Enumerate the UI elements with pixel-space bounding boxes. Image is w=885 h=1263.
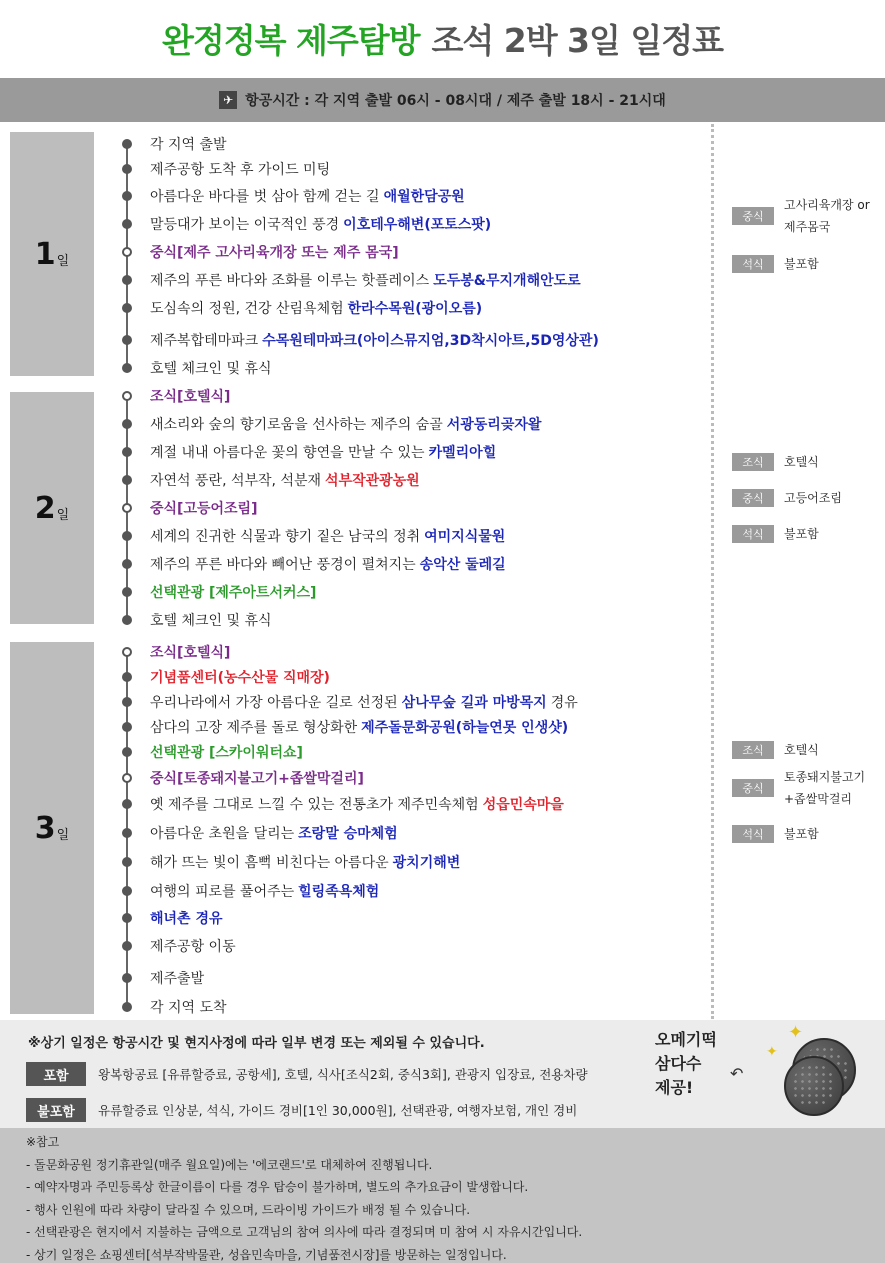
meal-badge: 조식 [732, 741, 774, 759]
item-highlight: 석부작관광농원 [325, 473, 420, 489]
day-number: 3 [34, 810, 56, 846]
item-text: 호텔 체크인 및 휴식 [150, 361, 272, 377]
meal-badge: 조식 [732, 453, 774, 471]
item-text: 제주공항 도착 후 가이드 미팅 [150, 162, 331, 178]
itinerary-item [120, 640, 230, 664]
meal-info [732, 766, 865, 810]
itinerary-item [120, 934, 236, 958]
timeline-dot [122, 164, 132, 174]
item-text: 아름다운 바다를 벗 삼아 함께 걷는 길 [150, 189, 380, 205]
itinerary-item [120, 995, 227, 1019]
itinerary-item [120, 552, 506, 576]
item-text: 제주공항 이동 [150, 939, 236, 955]
timeline-dot [122, 857, 132, 867]
item-text: 호텔 체크인 및 휴식 [150, 613, 272, 629]
item-highlight: 기념품센터(농수산물 직매장) [150, 670, 330, 686]
flight-time-bar [0, 78, 885, 122]
timeline-dot [122, 941, 132, 951]
item-suffix: 경유 [550, 695, 578, 711]
itinerary-item [120, 328, 599, 352]
itinerary-item [120, 821, 398, 845]
item-highlight: 카멜리아힐 [428, 445, 497, 461]
day-suffix: 일 [56, 827, 70, 843]
timeline-dot [122, 615, 132, 625]
item-text: 제주복합테마파크 [150, 333, 259, 349]
promo-line: 오메기떡 [655, 1030, 717, 1049]
item-highlight: 조랑말 승마체험 [298, 826, 398, 842]
itinerary-item [120, 608, 272, 632]
meal-info [732, 253, 819, 275]
meal-info [732, 487, 842, 509]
item-text: 말등대가 보이는 이국적인 풍경 [150, 217, 340, 233]
item-highlight: 이호테우해변(포토스팟) [343, 217, 492, 233]
itinerary-item [120, 440, 496, 464]
timeline-dot [122, 363, 132, 373]
notes-heading: ※참고 [26, 1135, 60, 1149]
itinerary-item [120, 580, 316, 604]
timeline-dot [122, 747, 132, 757]
item-highlight: 서광동리곶자왈 [446, 417, 542, 433]
meal-info [732, 194, 870, 238]
title-green: 완정정복 제주탐방 [161, 20, 420, 60]
meal-value: 토종돼지불고기 +좁쌀막걸리 [784, 770, 866, 806]
itinerary-item [120, 879, 379, 903]
item-text: 도심속의 정원, 건강 산림욕체험 [150, 301, 344, 317]
note-line: - 돌문화공원 정기휴관일(매주 월요일)에는 '에코랜드'로 대체하여 진행됩니다. [26, 1157, 433, 1172]
item-text: 삼다의 고장 제주를 돌로 형상화한 [150, 720, 358, 736]
item-text: 제주출발 [150, 971, 205, 987]
notes-section [0, 1128, 885, 1263]
timeline-dot [122, 913, 132, 923]
timeline-dot [122, 722, 132, 732]
timeline-dot [122, 828, 132, 838]
excluded-label: 불포함 [26, 1098, 86, 1122]
itinerary-item [120, 496, 257, 520]
item-text: 계절 내내 아름다운 꽃의 향연을 만날 수 있는 [150, 445, 425, 461]
timeline-dot [122, 672, 132, 682]
item-text: 옛 제주를 그대로 느낄 수 있는 전통초가 제주민속체험 [150, 797, 479, 813]
item-highlight: 제주돌문화공원(하늘연못 인생샷) [361, 720, 569, 736]
flight-time-text: 항공시간 : 각 지역 출발 06시 - 08시대 / 제주 출발 18시 - 21시대 [245, 93, 666, 109]
timeline-dot [122, 303, 132, 313]
note-line: - 상기 일정은 쇼핑센터[석부작박물관, 성읍민속마을, 기념품전시장]를 방문하는 일정입니다. [26, 1247, 507, 1262]
item-highlight: 중식[토종돼지불고기+좁쌀막걸리] [150, 771, 364, 787]
timeline-dot [122, 391, 132, 401]
curved-arrow-icon: ↶ [730, 1064, 744, 1083]
item-text: 제주의 푸른 바다와 빼어난 풍경이 펼쳐지는 [150, 557, 416, 573]
item-highlight: 애월한담공원 [383, 189, 465, 205]
item-text: 제주의 푸른 바다와 조화를 이루는 핫플레이스 [150, 273, 430, 289]
promo-line: 삼다수 [655, 1054, 702, 1073]
sparkle-icon: ✦ [788, 1022, 804, 1043]
sparkle-icon: ✦ [766, 1044, 778, 1060]
itinerary-item [120, 740, 303, 764]
timeline-dot [122, 1002, 132, 1012]
meal-badge: 석식 [732, 525, 774, 543]
item-text: 아름다운 초원을 달리는 [150, 826, 295, 842]
item-highlight: 여미지식물원 [424, 529, 506, 545]
timeline-dot [122, 886, 132, 896]
excluded-row [26, 1098, 577, 1122]
meal-badge: 석식 [732, 255, 774, 273]
item-highlight: 조식[호텔식] [150, 645, 231, 661]
included-row [26, 1062, 588, 1086]
item-text: 해가 뜨는 빛이 흠뻑 비친다는 아름다운 [150, 855, 389, 871]
meal-value: 불포함 [784, 827, 819, 841]
itinerary-item [120, 850, 460, 874]
included-value: 왕복항공료 [유류할증료, 공항세], 호텔, 식사[조식2회, 중식3회], 관광지 입장료, 전용차량 [98, 1067, 588, 1082]
meal-value: 고사리육개장 or 제주몸국 [784, 198, 870, 234]
timeline-dot [122, 335, 132, 345]
timeline-dot [122, 447, 132, 457]
meal-value: 호텔식 [784, 455, 819, 469]
item-highlight: 송악산 둘레길 [419, 557, 506, 573]
item-highlight: 선택관광 [제주아트서커스] [150, 585, 317, 601]
meal-info [732, 523, 819, 545]
itinerary-item [120, 356, 272, 380]
info-area [0, 1020, 885, 1128]
day-number: 2 [34, 490, 56, 526]
timeline-dot [122, 419, 132, 429]
day-label [10, 132, 94, 376]
timeline-dot [122, 799, 132, 809]
item-highlight: 선택관광 [스카이워터쇼] [150, 745, 303, 761]
column-divider [711, 124, 714, 1019]
timeline-dot [122, 247, 132, 257]
itinerary-item [120, 524, 505, 548]
timeline-dot [122, 531, 132, 541]
meal-badge: 중식 [732, 489, 774, 507]
timeline-dot [122, 191, 132, 201]
timeline-dot [122, 647, 132, 657]
item-highlight: 성읍민속마을 [482, 797, 564, 813]
itinerary-item [120, 157, 330, 181]
timeline-dot [122, 587, 132, 597]
item-text: 세계의 진귀한 식물과 향기 짙은 남국의 정취 [150, 529, 421, 545]
day-label [10, 642, 94, 1014]
item-text: 각 지역 출발 [150, 137, 227, 153]
omegi-rice-cake-icon [784, 1056, 844, 1116]
item-highlight: 광치기해변 [392, 855, 461, 871]
meal-badge: 중식 [732, 207, 774, 225]
meal-info [732, 739, 819, 761]
note-line: - 예약자명과 주민등록상 한글이름이 다를 경우 탑승이 불가하며, 별도의 추가요금이 발생합니다. [26, 1180, 529, 1194]
page-title [0, 0, 885, 76]
item-text: 각 지역 도착 [150, 1000, 227, 1016]
itinerary-item [120, 296, 482, 320]
meal-value: 호텔식 [784, 743, 819, 757]
timeline-dot [122, 139, 132, 149]
day-suffix: 일 [56, 507, 70, 523]
itinerary-item [120, 966, 204, 990]
promo-line: 제공! [655, 1078, 694, 1097]
notice-text: ※상기 일정은 항공시간 및 현지사정에 따라 일부 변경 또는 제외될 수 있습니다. [28, 1036, 485, 1051]
itinerary-item [120, 240, 399, 264]
timeline-dot [122, 773, 132, 783]
meal-value: 불포함 [784, 527, 819, 541]
item-text: 새소리와 숲의 향기로움을 선사하는 제주의 숨골 [150, 417, 443, 433]
day-label [10, 392, 94, 624]
airplane-icon: ✈ [219, 91, 237, 109]
meal-badge: 석식 [732, 825, 774, 843]
itinerary-item [120, 132, 227, 156]
meal-value: 불포함 [784, 257, 819, 271]
itinerary-item [120, 766, 364, 790]
promo-text [655, 1028, 717, 1100]
itinerary-item [120, 715, 568, 739]
item-highlight: 조식[호텔식] [150, 389, 231, 405]
timeline-dot [122, 219, 132, 229]
meal-info [732, 823, 819, 845]
included-label: 포함 [26, 1062, 86, 1086]
item-text: 여행의 피로를 풀어주는 [150, 884, 295, 900]
item-highlight: 해녀촌 경유 [150, 911, 223, 927]
excluded-value: 유류할증료 인상분, 석식, 가이드 경비[1인 30,000원], 선택관광, 여행자보험, 개인 경비 [98, 1103, 578, 1118]
item-highlight: 도두봉&무지개해안도로 [433, 273, 581, 289]
meal-info [732, 451, 819, 473]
itinerary-item [120, 906, 223, 930]
item-highlight: 수목원테마파크(아이스뮤지엄,3D착시아트,5D영상관) [262, 333, 599, 349]
timeline-dot [122, 559, 132, 569]
day-suffix: 일 [56, 253, 70, 269]
itinerary-item [120, 212, 491, 236]
timeline-dot [122, 503, 132, 513]
item-text: 자연석 풍란, 석부작, 석분재 [150, 473, 322, 489]
item-highlight: 중식[고등어조림] [150, 501, 258, 517]
item-highlight: 삼나무숲 길과 마방목지 [401, 695, 547, 711]
itinerary-item [120, 384, 230, 408]
note-line: - 선택관광은 현지에서 지불하는 금액으로 고객님의 참여 의사에 따라 결정되며 미 참여 시 자유시간입니다. [26, 1225, 583, 1239]
note-line: - 행사 인원에 따라 차량이 달라질 수 있으며, 드라이빙 가이드가 배정 될 수 있습니다. [26, 1202, 471, 1217]
meal-badge: 중식 [732, 779, 774, 797]
itinerary-item [120, 690, 578, 714]
item-highlight: 중식[제주 고사리육개장 또는 제주 몸국] [150, 245, 399, 261]
item-highlight: 힐링족욕체험 [298, 884, 380, 900]
itinerary-item [120, 665, 330, 689]
timeline-dot [122, 973, 132, 983]
itinerary-item [120, 412, 541, 436]
itinerary-item [120, 268, 581, 292]
timeline-dot [122, 697, 132, 707]
meal-value: 고등어조림 [784, 491, 842, 505]
item-highlight: 한라수목원(광이오름) [347, 301, 483, 317]
timeline-dot [122, 475, 132, 485]
itinerary-item [120, 468, 420, 492]
title-gray: 조석 2박 3일 일정표 [431, 20, 724, 60]
itinerary-item [120, 792, 564, 816]
timeline-dot [122, 275, 132, 285]
item-text: 우리나라에서 가장 아름다운 길로 선정된 [150, 695, 398, 711]
itinerary-item [120, 184, 465, 208]
day-number: 1 [34, 236, 56, 272]
